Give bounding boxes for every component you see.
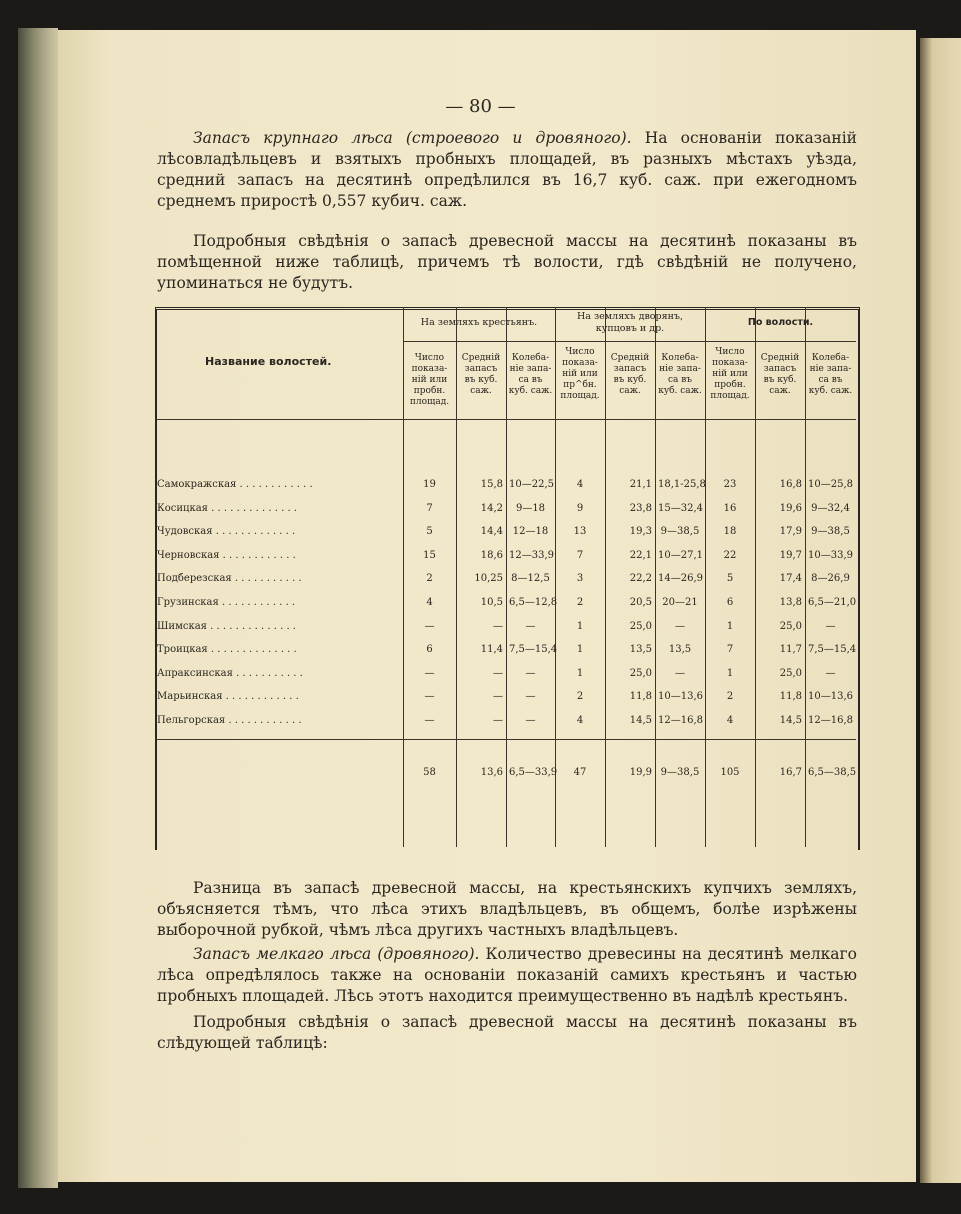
table-cell: 6,5—12,8 <box>509 597 558 608</box>
table-cell: 9—38,5 <box>660 526 700 538</box>
column-header-line: показа- <box>562 358 598 368</box>
table-cell: 12—16,8 <box>808 715 853 726</box>
after-paragraph-2 <box>157 944 857 1007</box>
table-cell: 10—25,8 <box>808 479 853 490</box>
table-hline-groups <box>403 341 856 342</box>
table-cell: 15,8 <box>480 479 503 490</box>
after-paragraph-1: Разница въ запасѣ древесной массы, на крестьянскихъ купчихъ земляхъ, объясняется тѣмъ, что лѣса этихъ владѣльцевъ, въ общемъ, болѣе изрѣжены выборочной рубкой, чѣмъ лѣса другихъ частныхъ владѣльцевъ. <box>157 879 857 939</box>
table-cell: 22,2 <box>629 573 652 585</box>
after-text: Количество древесины на десятинѣ мелкаго лѣса опредѣлялось также на основанiи показанiй самихъ крестьянъ и частью пробныхъ площадей. Лѣсь этотъ находится преимущественно въ надѣлѣ крестьянъ. <box>157 945 857 1005</box>
total-row <box>155 763 859 785</box>
table-cell: 1 <box>576 667 584 679</box>
column-header-line: саж. <box>769 386 791 396</box>
table-cell: 23 <box>723 479 737 490</box>
table-row <box>155 593 859 615</box>
table-cell: 12—16,8 <box>658 715 703 726</box>
after-title: Запасъ мелкаго лѣса (дровяного). <box>193 945 480 963</box>
column-header-line: Среднiй <box>610 353 650 363</box>
table-cell: 25,0 <box>629 667 652 679</box>
column-header-line: нiй или <box>411 375 448 385</box>
table-cell: 4 <box>576 479 584 490</box>
table-cell: 9—32,4 <box>811 502 850 514</box>
column-header-line: саж. <box>470 386 492 396</box>
column-header-line: куб. саж. <box>658 386 702 396</box>
volost-name: Троицкая . . . . . . . . . . . . . . <box>157 644 297 656</box>
table-cell: — <box>525 691 536 703</box>
table-cell: 7,5—15,4 <box>509 644 558 656</box>
column-header-line: Число <box>565 347 595 357</box>
table-cell: — <box>675 667 685 679</box>
table-cell: — <box>424 691 435 703</box>
table-cell: 10,25 <box>474 573 503 585</box>
table-cell: 2 <box>426 573 433 585</box>
book-spine <box>18 28 58 1188</box>
column-header-line: куб. саж. <box>808 386 853 396</box>
column-header <box>506 353 555 397</box>
column-header-line: показа- <box>712 358 748 368</box>
volost-name: Самокражская . . . . . . . . . . . . <box>157 479 313 490</box>
table-cell: — <box>825 620 836 632</box>
column-header-line: Колеба- <box>511 353 550 363</box>
volost-name: Пельгорская . . . . . . . . . . . . <box>157 715 302 726</box>
intro-text: На основанiи показанiй лѣсовладѣльцевъ и взятыхъ пробныхъ площадей, въ разныхъ мѣстахъ уѣзда, средний запасъ на десятинѣ опредѣлился въ 16,7 куб. саж. при ежегодномъ среднемъ приростѣ 0,557 кубич. саж. <box>157 129 857 210</box>
table-hline-header <box>155 419 856 420</box>
table-cell: — <box>825 667 836 679</box>
table-cell: 18,6 <box>480 549 503 561</box>
table-cell: 25,0 <box>779 620 802 632</box>
table-cell: 17,9 <box>779 526 802 538</box>
table-cell: 6,5—38,5 <box>808 767 857 778</box>
name-column-header: Название волостей. <box>205 355 332 368</box>
table-row <box>155 687 859 709</box>
column-header-line: пробн. <box>714 380 746 390</box>
table-cell: 22 <box>723 549 737 561</box>
next-page-edge <box>920 38 961 1183</box>
table-cell: 23,8 <box>629 502 652 514</box>
column-header-line: Среднiй <box>760 353 800 363</box>
table-cell: 1 <box>726 667 734 679</box>
column-header-line: нiе запа- <box>809 364 852 374</box>
intro-paragraph-2: Подробныя свѣдѣнiя о запасѣ древесной массы на десятинѣ показаны въ помѣщенной ниже таблицѣ, причемъ тѣ волости, гдѣ свѣдѣнiй не получено, упоминаться не будутъ. <box>157 232 857 292</box>
table-cell: 7 <box>426 502 433 514</box>
table-cell: 10—33,9 <box>808 549 853 561</box>
group-header: На земляхъ дворянъ, купцовъ и др. <box>577 311 683 334</box>
table-cell: 10—13,6 <box>658 691 703 703</box>
table-cell: 1 <box>726 620 734 632</box>
intro-title: Запасъ крупнаго лѣса (строевого и дровяного). <box>193 129 632 147</box>
table-cell: 2 <box>576 597 584 608</box>
table-cell: 13,5 <box>668 644 692 656</box>
table-cell: 6 <box>426 644 433 656</box>
column-header-line: Число показа- <box>411 353 448 374</box>
table-cell: — <box>424 715 435 726</box>
table-cell: — <box>424 667 435 679</box>
table-cell: 4 <box>726 715 734 726</box>
table-cell: 6,5—33,9 <box>509 767 558 778</box>
table-cell: 25,0 <box>779 667 802 679</box>
table-cell: 1 <box>576 644 584 656</box>
column-header <box>456 353 506 397</box>
column-header-line: са въ <box>518 375 543 385</box>
table-cell: 9—38,5 <box>660 767 700 778</box>
group-header: По волости. <box>747 317 814 328</box>
table-cell: — <box>525 667 536 679</box>
table-cell: — <box>493 715 503 726</box>
table-cell: — <box>493 691 503 703</box>
table-cell: 4 <box>576 715 584 726</box>
table-cell: 105 <box>720 767 740 778</box>
column-header-line: са въ <box>667 375 693 385</box>
table-cell: 19,7 <box>779 549 802 561</box>
table-cell: — <box>493 620 503 632</box>
table-cell: 6 <box>726 597 734 608</box>
column-header-line: саж. <box>619 386 641 396</box>
column-header <box>805 353 856 397</box>
column-header <box>705 347 755 402</box>
table-cell: 13,8 <box>779 597 802 608</box>
column-header-line: нiй или <box>712 369 748 379</box>
table-row <box>155 617 859 639</box>
column-header <box>605 353 655 397</box>
table-cell: — <box>525 715 536 726</box>
table-cell: 14,4 <box>480 526 503 538</box>
column-header-line: запасъ <box>763 364 797 374</box>
table-cell: 19,9 <box>629 767 652 778</box>
table-cell: 6,5—21,0 <box>808 597 857 608</box>
table-row <box>155 569 859 591</box>
column-header-line: куб. саж. <box>508 386 553 396</box>
column-header-line: площад. <box>710 391 750 401</box>
column-header-line: нiе запа- <box>659 364 701 374</box>
column-header <box>555 347 605 402</box>
table-cell: 19 <box>423 479 436 490</box>
intro-paragraph <box>157 128 857 212</box>
page-number: — 80 — <box>445 96 516 117</box>
table-cell: 11,8 <box>779 691 802 703</box>
table-row <box>155 499 859 521</box>
table-cell: 11,8 <box>629 691 652 703</box>
volost-name: Марьинская . . . . . . . . . . . . <box>157 691 299 703</box>
table-cell: — <box>675 620 685 632</box>
table-cell: 10—13,6 <box>808 691 853 703</box>
table-cell: 14,5 <box>629 715 652 726</box>
column-header-line: запасъ <box>613 364 647 374</box>
column-header-line: въ куб. <box>464 375 498 385</box>
table-row <box>155 711 859 733</box>
table-cell: 17,4 <box>779 573 802 585</box>
table-cell: 10—27,1 <box>658 549 703 561</box>
table-cell: 14—26,9 <box>658 573 703 585</box>
table-cell: 7 <box>576 549 584 561</box>
table-cell: 20—21 <box>662 597 698 608</box>
table-cell: 13 <box>573 526 587 538</box>
group-header: На земляхъ крестьянъ. <box>420 317 538 328</box>
table-cell: 22,1 <box>629 549 652 561</box>
table-row <box>155 475 859 497</box>
column-header-line: Колеба- <box>661 353 699 363</box>
table-cell: 47 <box>573 767 587 778</box>
volost-name: Косицкая . . . . . . . . . . . . . . <box>157 502 297 514</box>
table-cell: 18,1-25,8 <box>658 479 706 490</box>
table-cell: 16,8 <box>779 479 802 490</box>
column-header-line: пробн. <box>413 386 446 396</box>
volost-name: Шимская . . . . . . . . . . . . . . <box>157 620 296 632</box>
column-header <box>403 353 456 408</box>
table-cell: 11,7 <box>779 644 802 656</box>
table-cell: 12—33,9 <box>509 549 554 561</box>
column-header-line: Число <box>715 347 745 357</box>
table-cell: 10,5 <box>480 597 503 608</box>
table-cell: 16 <box>723 502 737 514</box>
table-cell: 12—18 <box>512 526 549 538</box>
volost-name: Апраксинская . . . . . . . . . . . <box>157 667 303 679</box>
table-cell: 9—38,5 <box>811 526 850 538</box>
column-header-line: запасъ <box>464 364 498 374</box>
table-cell: 7 <box>726 644 734 656</box>
table-row <box>155 640 859 662</box>
table-cell: 20,5 <box>629 597 652 608</box>
volost-name: Грузинская . . . . . . . . . . . . <box>157 597 296 608</box>
table-cell: 7,5—15,4 <box>808 644 857 656</box>
table-cell: 2 <box>726 691 734 703</box>
volost-name: Черновская . . . . . . . . . . . . <box>157 549 296 561</box>
volost-name: Чудовская . . . . . . . . . . . . . <box>157 526 296 538</box>
table-cell: — <box>525 620 536 632</box>
table-cell: 14,2 <box>480 502 503 514</box>
column-header-line: площад. <box>560 391 600 401</box>
column-header-line: пр^бн. <box>563 380 597 390</box>
table-cell: 15 <box>423 549 436 561</box>
table-cell: 15—32,4 <box>658 502 703 514</box>
table-cell: 19,6 <box>779 502 802 514</box>
after-paragraph-3: Подробныя свѣдѣнiя о запасѣ древесной массы на десятинѣ показаны въ слѣдующей таблицѣ: <box>157 1013 857 1052</box>
column-header-line: нiе запа- <box>509 364 552 374</box>
column-header-line: нiй или <box>562 369 598 379</box>
table-cell: 16,7 <box>779 767 802 778</box>
table-cell: — <box>424 620 435 632</box>
table-row <box>155 664 859 686</box>
table-cell: 9—18 <box>515 502 546 514</box>
column-header-line: Колеба- <box>811 353 850 363</box>
table-cell: 4 <box>426 597 433 608</box>
table-cell: 1 <box>576 620 584 632</box>
table-row <box>155 522 859 544</box>
table-cell: 10—22,5 <box>509 479 554 490</box>
table-cell: 19,3 <box>629 526 652 538</box>
table-cell: 58 <box>423 767 436 778</box>
table-cell: 18 <box>723 526 737 538</box>
column-header-line: площад. <box>409 397 450 407</box>
table-cell: 3 <box>576 573 584 585</box>
table-cell: 13,6 <box>480 767 503 778</box>
table-cell: 5 <box>726 573 734 585</box>
column-header-line: въ куб. <box>763 375 797 385</box>
table-hline-total <box>155 739 856 740</box>
table-row <box>155 546 859 568</box>
table-cell: 8—26,9 <box>811 573 850 585</box>
column-header-line: въ куб. <box>613 375 647 385</box>
column-header <box>655 353 705 397</box>
table-cell: 8—12,5 <box>511 573 550 585</box>
table-cell: 2 <box>576 691 584 703</box>
volost-name: Подберезская . . . . . . . . . . . <box>157 573 302 585</box>
column-header-line: Среднiй <box>461 353 501 363</box>
table-cell: — <box>493 667 503 679</box>
volost-table <box>155 307 859 850</box>
table-cell: 25,0 <box>629 620 652 632</box>
column-header-line: са въ <box>818 375 843 385</box>
table-cell: 5 <box>426 526 433 538</box>
table-cell: 9 <box>576 502 584 514</box>
column-header <box>755 353 805 397</box>
table-cell: 21,1 <box>629 479 652 490</box>
table-cell: 14,5 <box>779 715 802 726</box>
table-cell: 13,5 <box>629 644 652 656</box>
table-cell: 11,4 <box>480 644 503 656</box>
